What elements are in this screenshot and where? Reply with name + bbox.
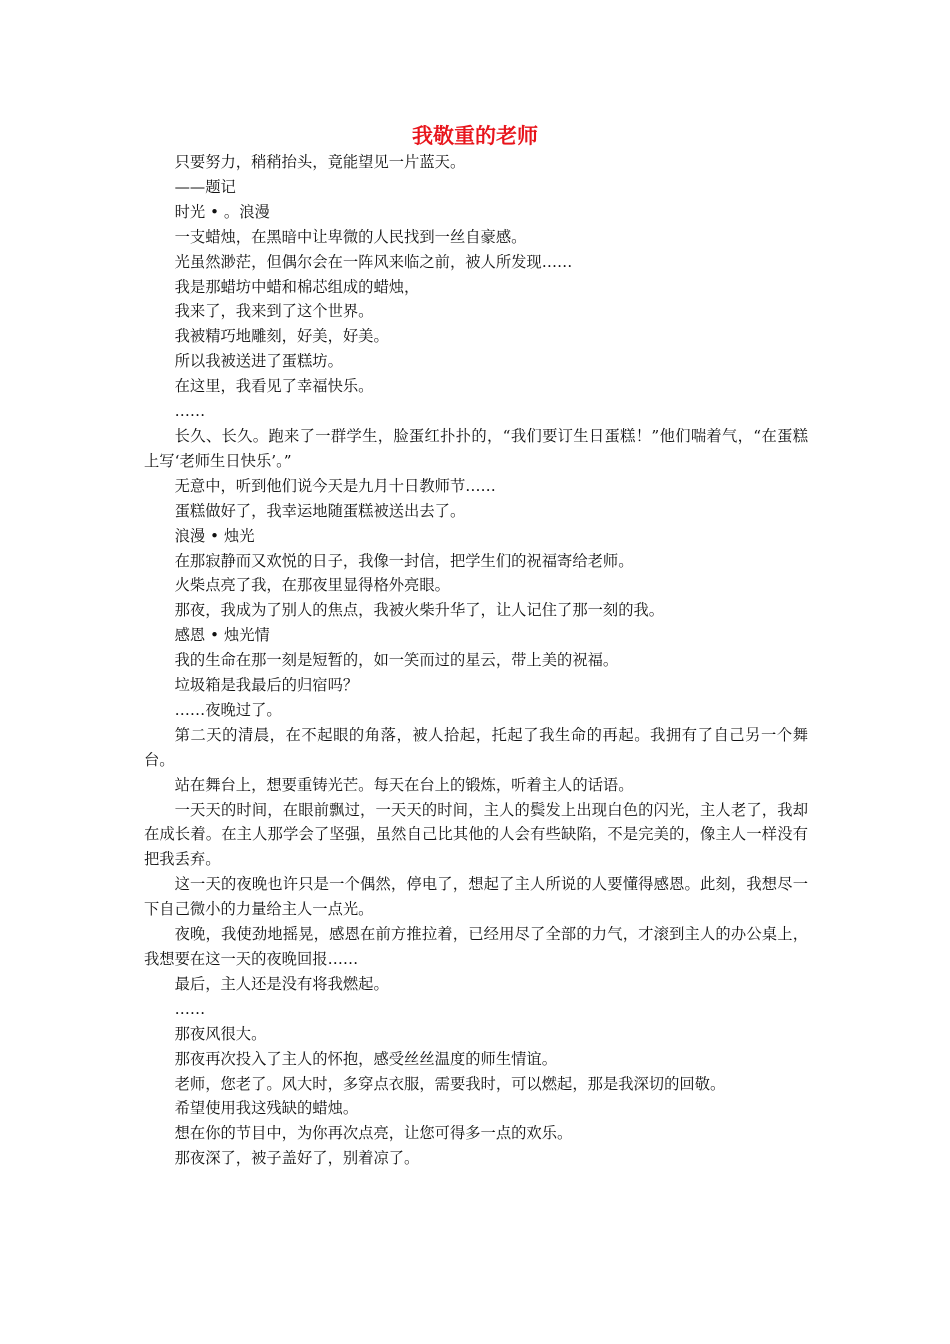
paragraph: 浪漫 • 烛光	[174, 526, 255, 545]
paragraph: 第二天的清晨，在不起眼的角落，被人拾起，托起了我生命的再起。我拥有了自己另一个舞台。	[144, 725, 808, 769]
paragraph: 光虽然渺茫，但偶尔会在一阵风来临之前，被人所发现……	[174, 252, 573, 271]
paragraph: 火柴点亮了我，在那夜里显得格外亮眼。	[174, 576, 450, 595]
paragraph: 那夜再次投入了主人的怀抱，感受丝丝温度的师生情谊。	[174, 1049, 558, 1068]
paragraph: 想在你的节目中，为你再次点亮，让您可得多一点的欢乐。	[174, 1124, 573, 1143]
paragraph: 感恩 • 烛光情	[174, 626, 270, 645]
paragraph: 一支蜡烛，在黑暗中让卑微的人民找到一丝自豪感。	[174, 227, 527, 246]
paragraph: ——题记	[174, 177, 236, 196]
paragraph: 夜晚，我使劲地摇晃，感恩在前方推拉着，已经用尽了全部的力气，才滚到主人的办公桌上，我想要在这一天的夜晚回报……	[144, 925, 808, 968]
paragraph: 时光 • 。浪漫	[174, 202, 270, 221]
article-body	[144, 150, 808, 1171]
paragraph: 蛋糕做好了，我幸运地随蛋糕被送出去了。	[174, 501, 466, 520]
paragraph: 在这里，我看见了幸福快乐。	[174, 377, 374, 396]
paragraph: 我被精巧地雕刻，好美，好美。	[174, 327, 389, 346]
paragraph: 垃圾箱是我最后的归宿吗？	[174, 676, 359, 695]
paragraph: 老师，您老了。风大时，多穿点衣服，需要我时，可以燃起，那是我深切的回敬。	[174, 1074, 726, 1093]
paragraph: 只要努力，稍稍抬头，竟能望见一片蓝天。	[174, 153, 466, 171]
paragraph: ……夜晚过了。	[174, 700, 282, 719]
page-title: 我敬重的老师	[412, 124, 538, 148]
paragraph: ……	[174, 402, 206, 421]
paragraph: 在那寂静而又欢悦的日子，我像一封信，把学生们的祝福寄给老师。	[174, 551, 634, 570]
paragraph: ……	[174, 999, 206, 1018]
paragraph: 那夜，我成为了别人的焦点，我被火柴升华了，让人记住了那一刻的我。	[174, 601, 665, 620]
paragraph: 长久、长久。跑来了一群学生，脸蛋红扑扑的，“我们要订生日蛋糕！”他们喘着气，“在蛋糕上写‘老师生日快乐’。”	[144, 426, 808, 470]
paragraph: 那夜深了，被子盖好了，别着凉了。	[174, 1149, 420, 1168]
paragraph: 最后，主人还是没有将我燃起。	[174, 974, 389, 993]
paragraph: 那夜风很大。	[174, 1024, 267, 1043]
paragraph: 无意中，听到他们说今天是九月十日教师节……	[174, 476, 496, 495]
paragraph: 我是那蜡坊中蜡和棉芯组成的蜡烛，	[174, 277, 420, 296]
paragraph: 希望使用我这残缺的蜡烛。	[174, 1099, 359, 1118]
paragraph: 所以我被送进了蛋糕坊。	[174, 352, 343, 371]
paragraph: 我来了，我来到了这个世界。	[174, 302, 374, 321]
paragraph: 一天天的时间，在眼前飘过，一天天的时间，主人的鬓发上出现白色的闪光，主人老了，我却在成长着。在主人那学会了坚强，虽然自己比其他的人会有些缺陷，不是完美的，像主人一样没有把我丢弃。	[144, 800, 808, 869]
paragraph: 我的生命在那一刻是短暂的，如一笑而过的星云，带上美的祝福。	[174, 651, 619, 670]
paragraph: 站在舞台上，想要重铸光芒。每天在台上的锻炼，听着主人的话语。	[174, 775, 634, 794]
paragraph: 这一天的夜晚也许只是一个偶然，停电了，想起了主人所说的人要懂得感恩。此刻，我想尽一下自己微小的力量给主人一点光。	[144, 875, 808, 919]
